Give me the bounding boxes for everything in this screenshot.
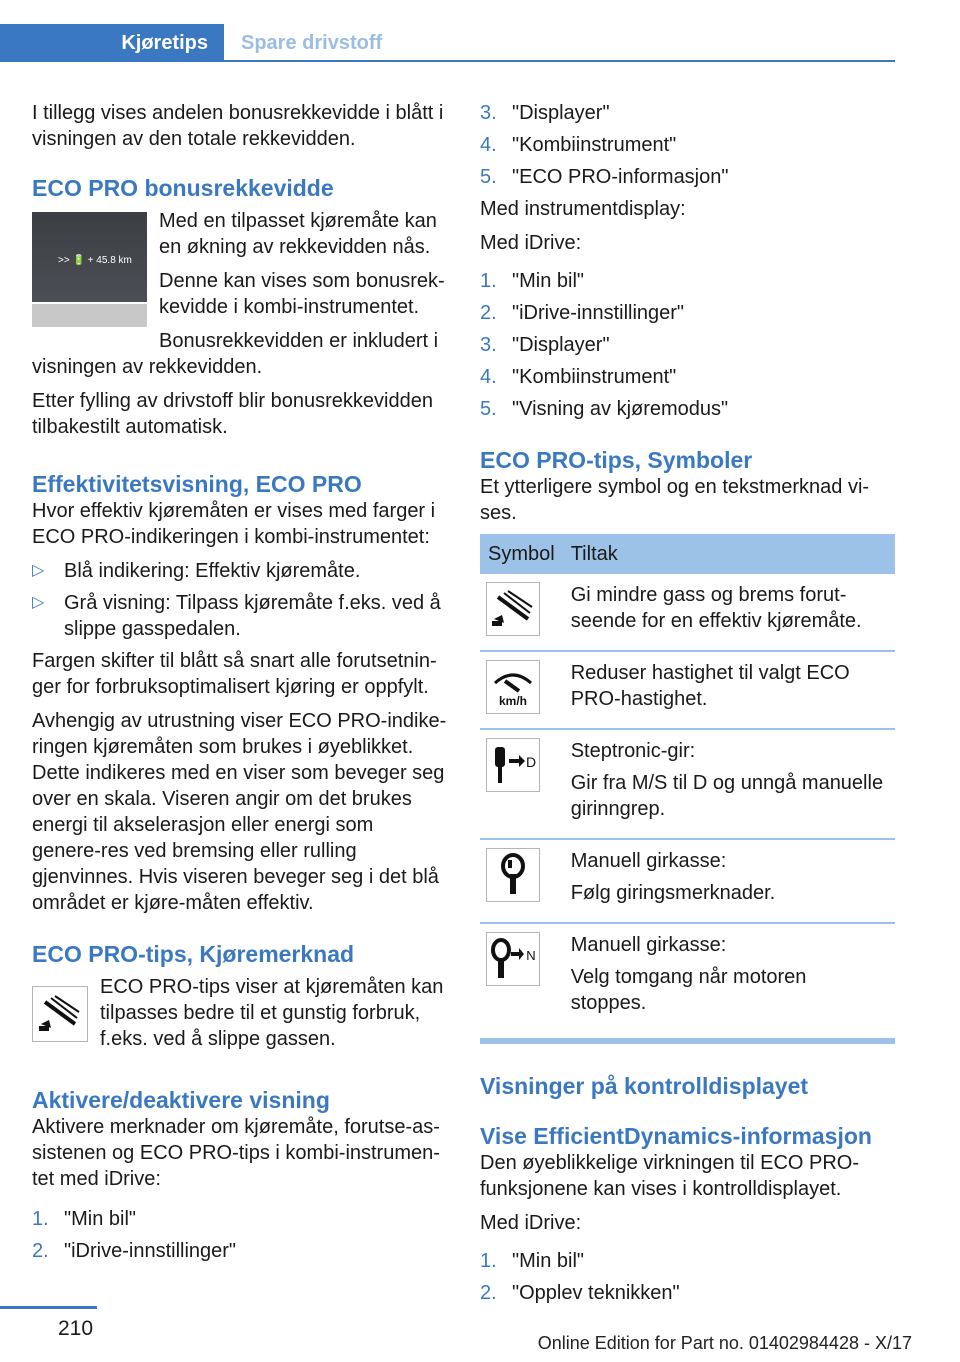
bonus-range-display-image <box>32 212 147 327</box>
symbols-table <box>480 534 895 1032</box>
manual-gearshift-icon <box>486 848 540 902</box>
triangle-bullet-icon: ▷ <box>32 562 45 579</box>
table-cell-text: Steptronic-gir: <box>570 740 696 762</box>
bonus-paragraph-3: Bonusrekkevidden er inkludert i visningen av rekkevidden. <box>32 330 439 378</box>
activate-steps <box>32 1206 447 1264</box>
pedal-release-icon <box>486 582 540 636</box>
list-item: 4. "Kombiinstrument" <box>480 134 677 156</box>
tab-label: Spare drivstoff <box>241 31 383 54</box>
table-bottom-rule <box>480 1038 895 1044</box>
list-item: ▷ Blå indikering: Effektiv kjøremåte. <box>32 560 361 582</box>
table-cell-text: Gir fra M/S til D og unngå manuelle girinngrep. <box>570 772 884 820</box>
svg-text:km/h: km/h <box>498 694 528 708</box>
with-idrive-label-2: Med iDrive: <box>480 1212 582 1234</box>
bonus-paragraph-4: Etter fylling av drivstoff blir bonusrekkevidden tilbakestilt automatisk. <box>32 390 433 438</box>
right-column <box>480 100 895 1312</box>
efficiency-heading: Effektivitetsvisning, ECO PRO <box>32 471 362 497</box>
table-cell-text: Følg giringsmerknader. <box>570 882 776 904</box>
list-item: ▷ Grå visning: Tilpass kjøremåte f.eks. ved å slippe gasspedalen. <box>32 592 441 640</box>
header-rule <box>0 60 895 62</box>
list-item: 2. "iDrive-innstillinger" <box>32 1240 237 1262</box>
tips-note-paragraph: ECO PRO-tips viser at kjøremåten kan tilpasses bedre til et gunstig forbruk, f.eks. ved å slippe gassen. <box>100 976 444 1050</box>
table-row <box>480 729 895 839</box>
list-item: 1. "Min bil" <box>480 1250 584 1272</box>
list-item: 2. "iDrive-innstillinger" <box>480 302 685 324</box>
list-item: 1. "Min bil" <box>32 1208 136 1230</box>
table-row <box>480 839 895 923</box>
triangle-bullet-icon: ▷ <box>32 594 45 611</box>
footer-rule <box>0 1306 97 1309</box>
efficientdynamics-heading: Vise EfficientDynamics-informasjon <box>480 1123 872 1149</box>
tab-spare-drivstoff[interactable] <box>241 24 382 62</box>
efficiency-paragraph-3: Avhengig av utrustning viser ECO PRO-indike-ringen kjøremåten som brukes i øyeblikket. Dette indikeres med en viser som beveger seg over en skala. Viseren angir om det brukes energi til akselerasjon eller energi som genere-res ved bremsing eller rulling gjenvinnes. Hvis viseren beveger seg i det blå området er kjøre-måten effektiv. <box>32 710 447 914</box>
control-display-heading: Visninger på kontrolldisplayet <box>480 1073 809 1099</box>
efficientdynamics-paragraph: Den øyeblikkelige virkningen til ECO PRO-funksjonene kan vises i kontrolldisplayet. <box>480 1152 860 1200</box>
symbols-paragraph: Et ytterligere symbol og en tekstmerknad vi-ses. <box>480 476 870 524</box>
svg-text:D: D <box>525 754 537 770</box>
table-cell-text: Manuell girkasse: <box>570 934 727 956</box>
bonus-heading: ECO PRO bonusrekkevidde <box>32 175 334 201</box>
table-cell-text: Manuell girkasse: <box>570 850 727 872</box>
table-header-row <box>480 534 895 574</box>
speedometer-kmh-icon <box>486 660 540 714</box>
tab-kjoretips[interactable] <box>0 24 224 62</box>
display-mode-steps <box>480 268 895 422</box>
list-item: 5. "Visning av kjøremodus" <box>480 398 729 420</box>
list-item: 5. "ECO PRO-informasjon" <box>480 166 729 188</box>
tab-label: Kjøretips <box>121 31 208 54</box>
efficiency-bullets <box>32 558 447 642</box>
bonus-range-readout: >> 🔋 + 45.8 km <box>58 255 132 266</box>
list-item: 3. "Displayer" <box>480 102 610 124</box>
edition-footer: Online Edition for Part no. 01402984428 - X/17 <box>537 1333 912 1353</box>
steps-continued <box>480 100 895 190</box>
bonus-section <box>32 208 447 380</box>
list-item: 4. "Kombiinstrument" <box>480 366 677 388</box>
steptronic-shift-icon <box>486 738 540 792</box>
bonus-paragraph-1: Med en tilpasset kjøremåte kan en økning av rekkevidden nås. <box>159 210 437 258</box>
svg-text:N: N <box>526 948 536 963</box>
efficiency-paragraph-1: Hvor effektiv kjøremåten er vises med farger i ECO PRO-indikeringen i kombi-instrumentet: <box>32 500 436 548</box>
manual-neutral-icon <box>486 932 540 986</box>
tips-note-section <box>32 974 447 1060</box>
table-row <box>480 651 895 729</box>
list-item: 3. "Displayer" <box>480 334 610 356</box>
table-row <box>480 574 895 651</box>
tips-note-heading: ECO PRO-tips, Kjøremerknad <box>32 941 355 967</box>
left-column <box>32 100 447 1270</box>
symbols-heading: ECO PRO-tips, Symboler <box>480 447 753 473</box>
with-display-label: Med instrumentdisplay: <box>480 198 686 220</box>
intro-paragraph: I tillegg vises andelen bonusrekkevidde i blått i visningen av den totale rekkevidden. <box>32 102 444 150</box>
list-item: 2. "Opplev teknikken" <box>480 1282 680 1304</box>
with-idrive-label: Med iDrive: <box>480 232 582 254</box>
column-header-action: Tiltak <box>563 534 895 574</box>
table-row <box>480 923 895 1032</box>
page-number: 210 <box>58 1317 94 1340</box>
column-header-symbol: Symbol <box>480 534 563 574</box>
bonus-paragraph-2: Denne kan vises som bonusrek-kevidde i kombi-instrumentet. <box>159 270 445 318</box>
list-item: 1. "Min bil" <box>480 270 584 292</box>
table-cell-text: Reduser hastighet til valgt ECO PRO-hastighet. <box>570 662 850 710</box>
activate-heading: Aktivere/deaktivere visning <box>32 1087 330 1113</box>
efficientdynamics-steps <box>480 1248 895 1306</box>
pedal-release-icon <box>32 986 88 1042</box>
table-cell-text: Gi mindre gass og brems forut-seende for en effektiv kjøremåte. <box>570 584 862 632</box>
table-cell-text: Velg tomgang når motoren stoppes. <box>570 966 807 1014</box>
efficiency-paragraph-2: Fargen skifter til blått så snart alle forutsetnin-ger for forbruksoptimalisert kjøring er oppfylt. <box>32 650 437 698</box>
activate-paragraph: Aktivere merknader om kjøremåte, forutse-as-sistenen og ECO PRO-tips i kombi-instrumen-tet med iDrive: <box>32 1116 440 1190</box>
